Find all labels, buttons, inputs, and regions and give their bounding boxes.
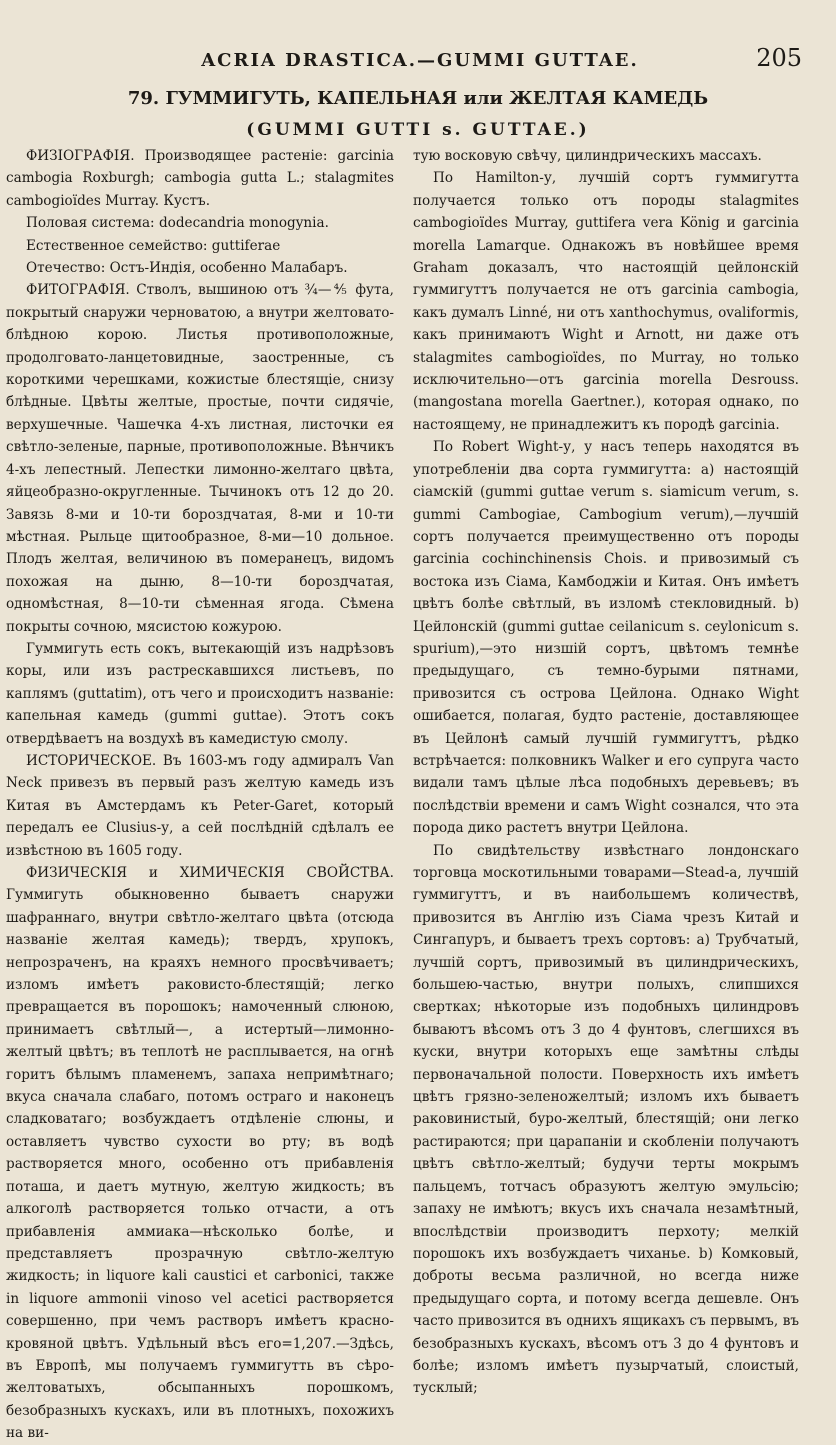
paragraph-continuation: тую восковую свѣчу, цилиндрическихъ массахъ. bbox=[413, 148, 762, 164]
paragraph-physiography: ФИЗІОГРАФІЯ. Производящее растеніе: garcinia cambogia Roxburgh; cambogia gutta L.; stalagmites cambogioïdes Murray. Кустъ. bbox=[6, 148, 394, 209]
left-column bbox=[6, 145, 394, 1442]
paragraph-stead: По свидѣтельству извѣстнаго лондонскаго торговца москотильными товарами—Stead-а, лучшій гуммигуттъ, и въ наибольшемъ количествѣ, привозится въ Англію изъ Сіама чрезъ Китай и Сингапуръ, и бываетъ трехъ сортовъ: a) Трубчатый, лучшій сортъ, привозимый въ цилиндрическихъ, большею-частью, внутри полыхъ, слипшихся свертках; нѣкоторые изъ подобныхъ цилиндровъ бываютъ вѣсомъ отъ 3 до 4 фунтовъ, слегшихся въ куски, внутри которыхъ еще замѣтны слѣды первоначальной полости. Поверхность ихъ имѣетъ цвѣтъ грязно-зеленожелтый; изломъ ихъ бываетъ раковинистый, буро-желтый, блестящій; они легко растираются; при царапаніи и скобленіи получаютъ цвѣтъ свѣтло-желтый; будучи терты мокрымъ пальцемъ, тотчасъ образуютъ желтую эмульсію; запаху не имѣютъ; вкусъ ихъ сначала незамѣтный, впослѣдствіи производитъ перхоту; мелкій порошокъ ихъ возбуждаетъ чиханье. b) Комковый, доброты весьма различной, но всегда ниже предыдущаго сорта, и потому всегда дешевле. Онъ часто привозится въ однихъ ящикахъ съ первымъ, въ безобразныхъ кускахъ, вѣсомъ отъ 3 до 4 фунтовъ и болѣе; изломъ имѣетъ пузырчатый, слоистый, тусклый; bbox=[413, 842, 799, 1397]
article-latin-title: (GUMMI GUTTI s. GUTTAE.) bbox=[246, 120, 590, 140]
paragraph-homeland: Отечество: Остъ-Индія, особенно Малабаръ. bbox=[26, 260, 348, 277]
running-head-title: ACRIA DRASTICA.—GUMMI GUTTAE. bbox=[201, 50, 639, 71]
paragraph-sexual-system: Половая система: dodecandria monogynia. bbox=[26, 215, 329, 232]
paragraph-wight: По Robert Wight-у, у насъ теперь находятся въ употребленіи два сорта гуммигутта: a) настоящій сіамскій (gummi guttae verum s. siamicum verum, s. gummi Cambogiae, Cambogium verum),—лучшій сортъ получается преимущественно отъ породы garcinia cochinchinensis Chois. и привозимый съ востока изъ Сіама, Камбоджіи и Китая. Онъ имѣетъ цвѣтъ болѣе свѣтлый, въ изломѣ стекловидный. b) Цейлонскій (gummi guttae ceilanicum s. ceylonicum s. spurium),—это низшій сортъ, цвѣтомъ темнѣе предыдущаго, съ темно-бурыми пятнами, привозится съ острова Цейлона. Однако Wight ошибается, полагая, будто растеніе, доставляющее въ Цейлонѣ самый лучшій гуммигуттъ, рѣдко встрѣчается: полковникъ Walker и его супруга часто видали тамъ цѣлые лѣса подобныхъ деревьевъ; въ послѣдствіи времени и самъ Wight сознался, что эта порода дико растетъ внутри Цейлона. bbox=[413, 439, 799, 837]
paragraph-history: ИСТОРИЧЕСКОЕ. Въ 1603-мъ году адмиралъ Van Neck привезъ въ первый разъ желтую камедь изъ Китая въ Амстердамъ къ Peter-Garet, который передалъ ее Clusius-у, а сей послѣдній сдѣлалъ ее извѣстною въ 1605 году. bbox=[6, 752, 394, 859]
page-number: 205 bbox=[756, 44, 802, 72]
running-head bbox=[0, 44, 836, 80]
paragraph-natural-family: Естественное семейство: guttiferae bbox=[26, 237, 281, 254]
paragraph-hamilton: По Hamilton-у, лучшій сортъ гуммигутта получается только отъ породы stalagmites cambogioïdes Murray, guttifera vera König и garcinia morella Lamarque. Однакожъ въ новѣйшее время Graham доказалъ, что настоящій цейлонскій гуммигуттъ получается не отъ garcinia cambogia, какъ думалъ Linné, ни отъ xanthochymus, ovaliformis, какъ принимаютъ Wight и Arnott, ни даже отъ stalagmites cambogioïdes, по Murray, но только исключительно—отъ garcinia morella Desrouss. (mangostana morella Gaertner.), которая однако, по настоящему, не принадлежитъ къ породѣ garcinia. bbox=[413, 170, 799, 433]
paragraph-origin: Гуммигуть есть сокъ, вытекающій изъ надрѣзовъ коры, или изъ растрескавшихся листьевъ, по каплямъ (guttatim), отъ чего и происходитъ названіе: капельная камедь (gummi guttae). Этотъ сокъ отвердѣваетъ на воздухѣ въ камедистую смолу. bbox=[6, 640, 394, 747]
article-title: 79. ГУММИГУТЬ, КАПЕЛЬНАЯ или ЖЕЛТАЯ КАМЕДЬ bbox=[127, 88, 709, 109]
right-column bbox=[413, 145, 799, 1397]
paragraph-phytography: ФИТОГРАФІЯ. Стволъ, вышиною отъ ¾—⅘ фута, покрытый снаружи черноватою, а внутри желтовато-блѣдною корою. Листья противоположные, продолговато-ланцетовидные, заостренные, съ короткими черешками, кожистые блестящіе, снизу блѣдные. Цвѣты желтые, простые, почти сидячіе, верхушечные. Чашечка 4-хъ листная, листочки ея свѣтло-зеленые, парные, противоположные. Вѣнчикъ 4-хъ лепестный. Лепестки лимонно-желтаго цвѣта, яйцеобразно-округленные. Тычинокъ отъ 12 до 20. Завязь 8-ми и 10-ти бороздчатая, 8-ми и 10-ти мѣстная. Рыльце щитообразное, 8-ми—10 дольное. Плодъ желтая, величиною въ померанецъ, видомъ похожая на дыню, 8—10-ти бороздчатая, одномѣстная, 8—10-ти сѣменная ягода. Сѣмена покрыты сочною, мясистою кожурою. bbox=[6, 282, 394, 635]
paragraph-properties: ФИЗИЧЕСКІЯ и ХИМИЧЕСКІЯ СВОЙСТВА. Гуммигуть обыкновенно бываетъ снаружи шафраннаго, внутри свѣтло-желтаго цвѣта (отсюда названіе желтая камедь); твердъ, хрупокъ, непрозраченъ, на краяхъ немного просвѣчиваетъ; изломъ имѣетъ раковисто-блестящій; легко превращается въ порошокъ; намоченный слюною, принимаетъ свѣтлый—, а истертый—лимонно-желтый цвѣтъ; въ теплотѣ не расплывается, на огнѣ горитъ бѣлымъ пламенемъ, запаха непримѣтнаго; вкуса сначала слабаго, потомъ остраго и наконецъ сладковатаго; возбуждаетъ отдѣленіе слюны, и оставляетъ чувство сухости во рту; въ водѣ растворяется много, особенно отъ прибавленія поташа, и даетъ мутную, желтую жидкость; въ алкоголѣ растворяется только отчасти, а отъ прибавленія аммиака—нѣсколько болѣе, и представляетъ прозрачную свѣтло-желтую жидкость; in liquore kali caustici et carbonici, также in liquore ammonii vinoso vel acetici растворяется совершенно, при чемъ растворъ имѣетъ красно-кровяной цвѣтъ. Удѣльный вѣсъ его=1,207.—Здѣсь, въ Европѣ, мы получаемъ гуммигутть въ сѣро-желтоватыхъ, обсыпанныхъ порошкомъ, безобразныхъ кускахъ, или въ плотныхъ, похожихъ на ви- bbox=[6, 865, 394, 1442]
